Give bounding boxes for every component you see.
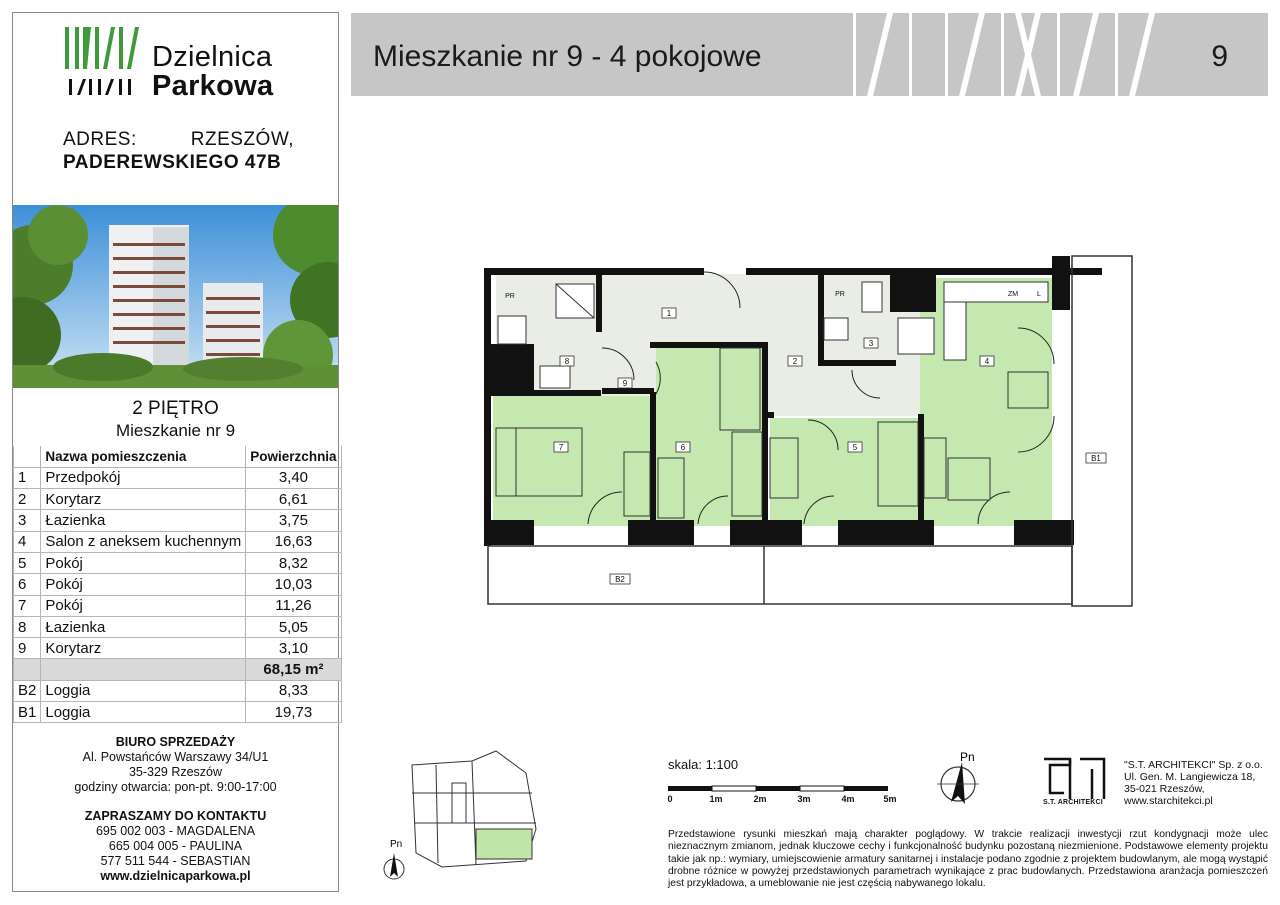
- disclaimer-text: Przedstawione rysunki mieszkań mają charakter poglądowy. W trakcie realizacji inwestycji rzut kondygnacji może ulec nieznacznym zmianom, jednak kluczowe cechy i funkcjonalność budynku pozostaną niezmienione. Podstawowe elementy projektu takie jak np.: wymiary, umiejscowienie armatury sanitarnej i instalacje podano zgodnie z projektem budowlanym, ale mogą wystąpić drobne różnice w powyżej przedstawionych parametrach wynikające z prac budowlanych. Przedstawiona aranżacja pomieszczeń jest przykładowa, a umeblowanie nie jest częścią nabywanego lokalu.: [668, 829, 1268, 890]
- room-label-4: 4: [984, 357, 990, 366]
- room-name: Łazienka: [41, 616, 246, 637]
- loggia-b2-outline: [488, 546, 1072, 604]
- table-row: [14, 616, 342, 637]
- room-area: 3,10: [246, 638, 341, 659]
- total-area: 68,15 m²: [246, 659, 341, 680]
- room-name: Pokój: [41, 595, 246, 616]
- north-arrow-icon: [934, 748, 984, 808]
- total-row: [14, 659, 342, 680]
- key-plan-north-arrow-icon: [390, 853, 398, 877]
- sales-street: Al. Powstańców Warszawy 34/U1: [82, 750, 269, 764]
- room-label-6: 6: [680, 443, 686, 452]
- room-name: Korytarz: [41, 489, 246, 510]
- loggia-number: B2: [14, 680, 41, 701]
- website-link[interactable]: www.dzielnicaparkowa.pl: [100, 869, 251, 883]
- fixture-label-zm: ZM: [1007, 291, 1019, 298]
- room-label-1: 1: [666, 309, 672, 318]
- room-number: 6: [14, 574, 41, 595]
- loggia-b1-outline: [1072, 256, 1132, 606]
- contact-block: [13, 809, 338, 884]
- brand-logo-icon: [65, 27, 141, 97]
- room-name: Korytarz: [41, 638, 246, 659]
- header-num: [14, 446, 41, 467]
- loggia-label-b1: B1: [1091, 454, 1101, 463]
- room-number: 7: [14, 595, 41, 616]
- key-plan-north-label: Pn: [390, 839, 403, 850]
- table-row: [14, 574, 342, 595]
- loggia-row: [14, 680, 342, 701]
- architect-info: [1124, 759, 1263, 807]
- apartment-heading: Mieszkanie nr 9 - 4 pokojowe: [373, 40, 762, 73]
- architect-street: Ul. Gen. M. Langiewicza 18,: [1124, 771, 1256, 783]
- sales-hours: godziny otwarcia: pon-pt. 9:00-17:00: [74, 780, 277, 794]
- brand-name-line2: Parkowa: [152, 70, 274, 102]
- address-street: PADEREWSKIEGO 47B: [63, 152, 282, 173]
- room-label-5: 5: [852, 443, 858, 452]
- architect-caption: S.T. ARCHITEKCI: [1043, 799, 1103, 806]
- room-area: 10,03: [246, 574, 341, 595]
- floor-plan: [478, 252, 1140, 612]
- room-number: 8: [14, 616, 41, 637]
- sales-city: 35-329 Rzeszów: [128, 765, 223, 779]
- loggia-area: 19,73: [246, 702, 341, 723]
- table-header-row: [14, 446, 342, 467]
- total-spacer: [14, 659, 41, 680]
- contact-phone[interactable]: 695 002 003 - MAGDALENA: [95, 824, 256, 838]
- contact-phone[interactable]: 665 004 005 - PAULINA: [108, 839, 243, 853]
- fixture-label-pr2: PR: [835, 291, 845, 298]
- architect-city: 35-021 Rzeszów,: [1124, 783, 1205, 795]
- room-name: Łazienka: [41, 510, 246, 531]
- room-number: 2: [14, 489, 41, 510]
- apartment-number: 9: [1211, 40, 1228, 73]
- key-plan-highlight: [476, 829, 532, 859]
- north-label: Pn: [960, 750, 975, 764]
- loggia-label-b2: B2: [615, 575, 625, 584]
- loggia-name: Loggia: [41, 702, 246, 723]
- sales-office: [13, 735, 338, 795]
- apartment-subtitle: Mieszkanie nr 9: [115, 421, 236, 440]
- room-area: 5,05: [246, 616, 341, 637]
- table-row: [14, 489, 342, 510]
- scale-tick: 0: [667, 794, 673, 804]
- room-name: Salon z aneksem kuchennym: [41, 531, 246, 552]
- fixture-label-pr1: PR: [505, 293, 515, 300]
- room-number: 1: [14, 467, 41, 488]
- architect-company: "S.T. ARCHITEKCI" Sp. z o.o.: [1124, 759, 1263, 771]
- room-area: 8,32: [246, 552, 341, 573]
- info-panel: [12, 12, 339, 892]
- brand-name-line1: Dzielnica: [152, 41, 273, 73]
- room-label-3: 3: [868, 339, 874, 348]
- fixture-label-l: L: [1037, 291, 1041, 298]
- table-row: [14, 467, 342, 488]
- building-photo: [13, 205, 338, 388]
- table-row: [14, 595, 342, 616]
- key-plan: [376, 743, 548, 883]
- room-number: 5: [14, 552, 41, 573]
- loggia-row: [14, 702, 342, 723]
- table-row: [14, 552, 342, 573]
- room-number: 4: [14, 531, 41, 552]
- table-row: [14, 638, 342, 659]
- loggia-area: 8,33: [246, 680, 341, 701]
- scale-tick: 5m: [883, 794, 897, 804]
- room-number: 3: [14, 510, 41, 531]
- room-label-7: 7: [558, 443, 564, 452]
- architect-website-link[interactable]: www.starchitekci.pl: [1124, 795, 1213, 807]
- scale-tick: 1m: [709, 794, 723, 804]
- contact-phone[interactable]: 577 511 544 - SEBASTIAN: [100, 854, 251, 868]
- rooms-table: [13, 446, 342, 723]
- header-area: Powierzchnia: [246, 446, 341, 467]
- scale-bar: [666, 784, 906, 808]
- floor-title: 2 PIĘTRO: [132, 398, 219, 419]
- loggia-number: B1: [14, 702, 41, 723]
- sales-title: BIURO SPRZEDAŻY: [115, 735, 236, 749]
- room-area: 3,40: [246, 467, 341, 488]
- room-name: Pokój: [41, 574, 246, 595]
- room-name: Przedpokój: [41, 467, 246, 488]
- room-number: 9: [14, 638, 41, 659]
- table-row: [14, 531, 342, 552]
- room-area: 6,61: [246, 489, 341, 510]
- scale-label: skala: 1:100: [668, 757, 739, 772]
- scale-tick: 3m: [797, 794, 811, 804]
- scale-tick: 4m: [841, 794, 855, 804]
- table-row: [14, 510, 342, 531]
- room-area: 3,75: [246, 510, 341, 531]
- room-label-9: 9: [622, 379, 628, 388]
- room-label-8: 8: [564, 357, 570, 366]
- loggia-name: Loggia: [41, 680, 246, 701]
- room-name: Pokój: [41, 552, 246, 573]
- address-label: ADRES:: [63, 129, 137, 150]
- address-city: RZESZÓW,: [190, 129, 294, 150]
- room-area: 11,26: [246, 595, 341, 616]
- room-label-2: 2: [792, 357, 798, 366]
- decorative-stripes: [853, 13, 1163, 96]
- total-spacer-name: [41, 659, 246, 680]
- room-area: 16,63: [246, 531, 341, 552]
- contact-title: ZAPRASZAMY DO KONTAKTU: [84, 809, 267, 823]
- header-room-name: Nazwa pomieszczenia: [41, 446, 246, 467]
- apartment-header: [351, 13, 1268, 96]
- scale-tick: 2m: [753, 794, 767, 804]
